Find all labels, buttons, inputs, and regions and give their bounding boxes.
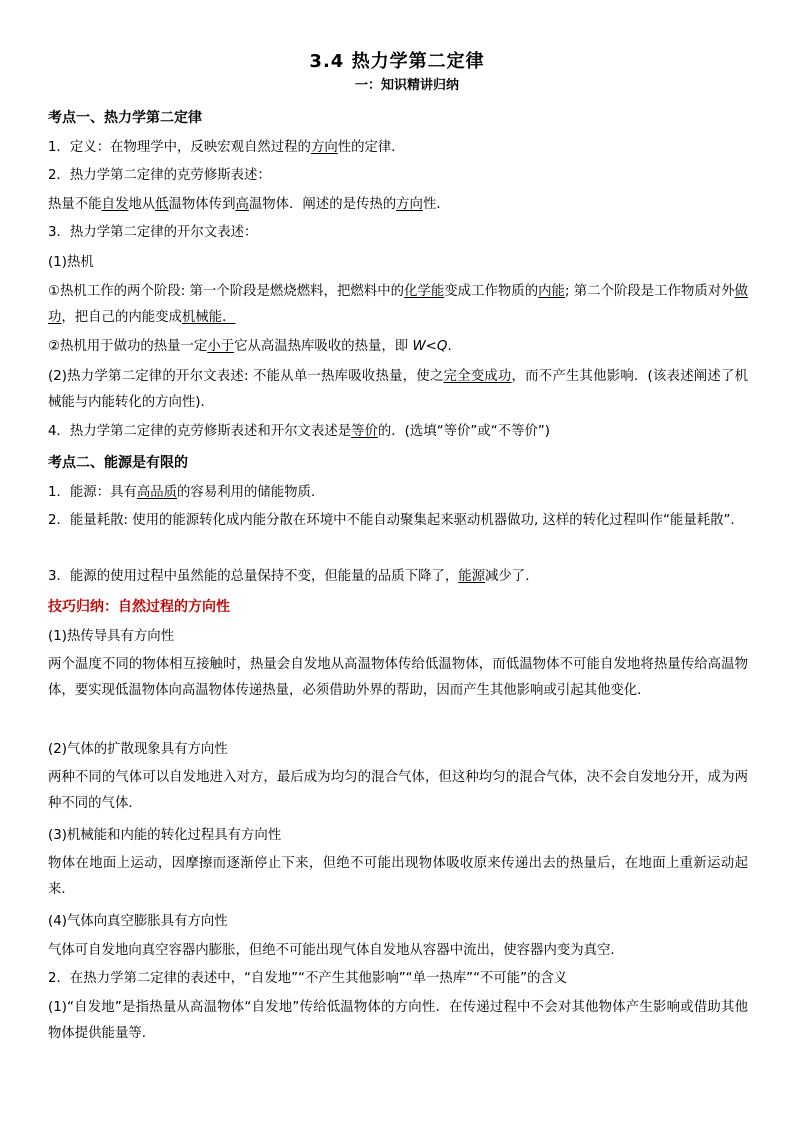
tip1-text: 两个温度不同的物体相互接触时，热量会自发地从高温物体传给低温物体，而低温物体不可能自发地将热量传给高温物体，要实现低温物体向高温物体传递热量，必须借助外界的帮助，因而产生其他影响或引起其他变化． (48, 657, 748, 698)
section2-heading: 考点二、能源是有限的 (48, 455, 188, 471)
tip4-text: 气体可自发地向真空容器内膨胀，但绝不可能出现气体自发地从容器中流出，使容器内变为真空． (48, 943, 624, 958)
sec1-line6: ①热机工作的两个阶段: 第一个阶段是燃烧燃料，把燃料中的化学能变成工作物质的内能; 第二个阶段是工作物质对外做功，把自己的内能变成机械能． (48, 284, 749, 325)
blank-answer: 低 (155, 197, 169, 212)
page-subtitle: 一：知识精讲归纳 (354, 78, 459, 93)
tip2-text: 两种不同的气体可以自发地进入对方，最后成为均匀的混合气体，但这种均匀的混合气体，决不会自发地分开，成为两种不同的气体． (48, 770, 748, 811)
tips-heading: 技巧归纳：自然过程的方向性 (48, 599, 230, 615)
sec2-line2: 2．能量耗散: 使用的能源转化成内能分散在环境中不能自动聚集起来驱动机器做功, 这样的转化过程叫作“能量耗散”. (48, 513, 735, 528)
sec1-line2: 2．热力学第二定律的克劳修斯表述： (48, 168, 271, 183)
sec1-line5: (1)热机 (48, 255, 94, 270)
blank-answer: 高 (235, 197, 249, 212)
blank-answer: 机械能． (181, 310, 236, 325)
blank-answer: 化学能 (404, 284, 445, 299)
page-title: 3.4 热力学第二定律 (309, 51, 485, 72)
sec2-line3: 3．能源的使用过程中虽然能的总量保持不变，但能量的品质下降了，能源减少了． (48, 569, 539, 584)
sec1-line8: (2)热力学第二定律的开尔文表述: 不能从单一热库吸收热量，使之完全变成功，而不产生其他影响．(该表述阐述了机械能与内能转化的方向性)． (48, 369, 749, 410)
tip3-text: 物体在地面上运动，因摩擦而逐渐停止下来，但绝不可能出现物体吸收原来传递出去的热量后，在地面上重新运动起来． (48, 856, 748, 897)
sec2-line1: 1．能源：具有高品质的容易利用的储能物质． (48, 485, 325, 500)
section1-heading: 考点一、热力学第二定律 (48, 110, 202, 126)
sec1-line3: 热量不能自发地从低温物体传到高温物体．阐述的是传热的方向性． (48, 197, 450, 212)
blank-answer: 等价 (351, 424, 378, 439)
blank-answer: 完全变成功 (443, 369, 512, 384)
sec1-line4: 3．热力学第二定律的开尔文表述： (48, 225, 258, 240)
tip1-title: (1)热传导具有方向性 (48, 629, 175, 644)
tip3-title: (3)机械能和内能的转化过程具有方向性 (48, 828, 282, 843)
blank-answer: 方向 (396, 197, 423, 212)
blank-answer: 小于 (207, 339, 235, 354)
sec1-line7: ②热机用于做功的热量一定小于它从高温热库吸收的热量，即 W<Q. (48, 339, 452, 354)
blank-answer: 能源 (458, 569, 486, 584)
blank-answer: 高品质 (136, 485, 178, 500)
blank-answer: 做功 (48, 284, 749, 325)
question2-answer1: (1)“自发地”是指热量从高温物体“自发地”传给低温物体的方向性．在传递过程中不会对其他物体产生影响或借助其他物体提供能量等． (48, 1000, 748, 1041)
sec1-line9: 4．热力学第二定律的克劳修斯表述和开尔文表述是等价的．(选填“等价”或“不等价”) (48, 424, 551, 439)
tip2-title: (2)气体的扩散现象具有方向性 (48, 742, 228, 757)
blank-answer: 方向 (310, 140, 338, 155)
question2: 2．在热力学第二定律的表述中，“自发地”“不产生其他影响”“单一热库”“不可能”的含义 (48, 971, 568, 986)
tip4-title: (4)气体向真空膨胀具有方向性 (48, 914, 228, 929)
sec1-line1: 1．定义：在物理学中，反映宏观自然过程的方向性的定律． (48, 140, 405, 155)
blank-answer: 内能 (538, 284, 565, 299)
blank-answer: 自发 (101, 197, 129, 212)
